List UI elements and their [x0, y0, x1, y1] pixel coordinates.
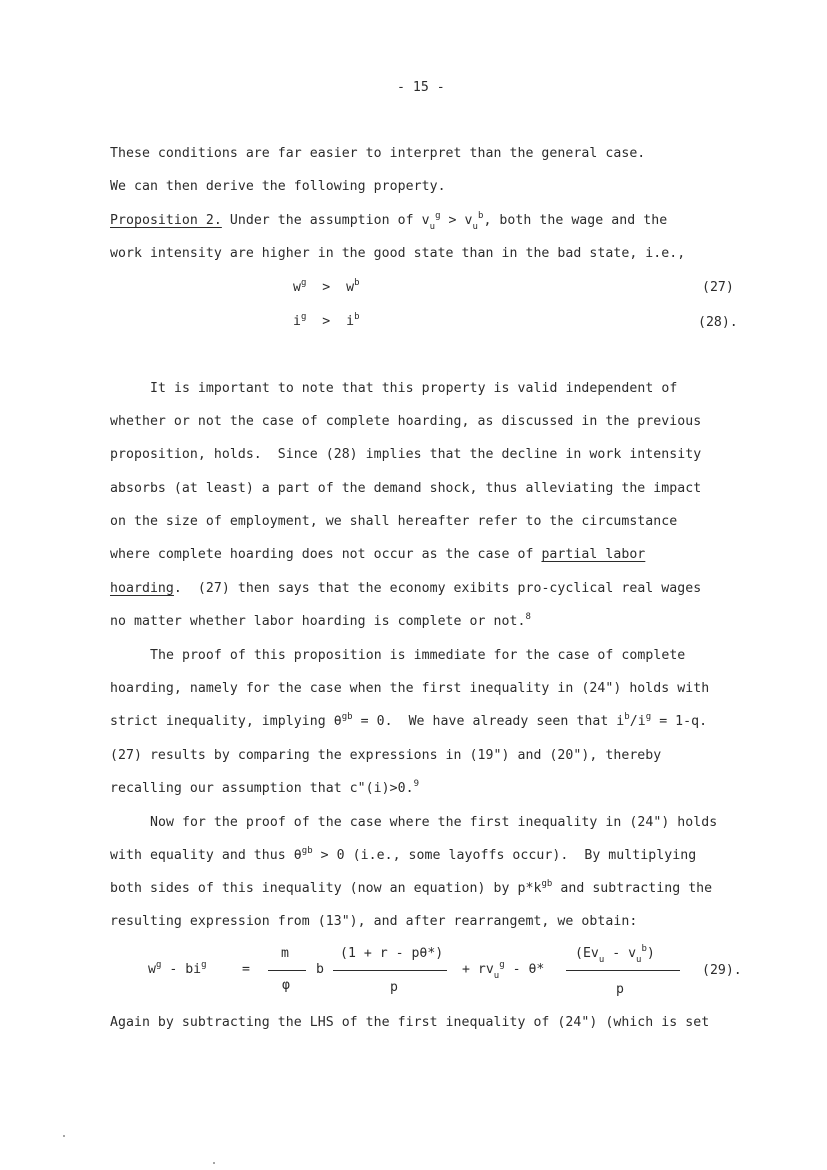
equation-27: $w^g > w^b$: [293, 278, 360, 295]
text-line: whether or not the case of complete hoarding, as discussed in the previous: [110, 414, 702, 429]
text-line: absorbs (at least) a part of the demand shock, thus alleviating the impact: [110, 481, 702, 496]
text-line: on the size of employment, we shall hereafter refer to the circumstance: [110, 514, 678, 529]
equation-28: $i^g > i^b$: [293, 312, 360, 329]
footnote-mark: 8: [525, 612, 531, 622]
text-line: recalling our assumption that c"(i)>0.$^9$: [110, 779, 420, 796]
scan-speck: [213, 1162, 215, 1164]
text-line: no matter whether labor hoarding is complete or not.$^8$: [110, 612, 531, 629]
text-line: resulting expression from (13"), and after rearrangemt, we obtain:: [110, 914, 638, 929]
scan-speck: [63, 1135, 65, 1137]
text-line: where complete hoarding does not occur as the case of partial labor: [110, 547, 646, 562]
text-line: Now for the proof of the case where the first inequality in (24") holds: [150, 815, 718, 830]
equation-number: (27): [702, 280, 734, 295]
page-number: - 15 -: [397, 80, 445, 95]
text-line: strict inequality, implying $\theta^{gb} = 0$. We have already seen that $i^b/i^g = 1-q$.: [110, 712, 708, 729]
text-line: work intensity are higher in the good state than in the bad state, i.e.,: [110, 246, 686, 261]
text-line: The proof of this proposition is immediate for the case of complete: [150, 648, 686, 663]
proposition-line: Proposition 2. Under the assumption of $v_u^g > v_u^b$, both the wage and the: [110, 211, 668, 232]
equation-number: (28).: [698, 315, 738, 330]
text-line: These conditions are far easier to interpret than the general case.: [110, 146, 646, 161]
term-hoarding: hoarding: [110, 581, 174, 596]
text-line: hoarding, namely for the case when the first inequality in (24") holds with: [110, 681, 710, 696]
text-line: (27) results by comparing the expressions in (19") and (20"), thereby: [110, 748, 662, 763]
text-line: proposition, holds. Since (28) implies that the decline in work intensity: [110, 447, 702, 462]
text-line: We can then derive the following property.: [110, 179, 446, 194]
text-line: hoarding. (27) then says that the economy exibits pro-cyclical real wages: [110, 581, 702, 596]
footnote-mark: 9: [413, 779, 420, 789]
term-partial-labor: partial labor: [541, 547, 646, 562]
proposition-label: Proposition 2.: [110, 213, 222, 228]
equation-number: (29).: [702, 963, 742, 978]
document-page: - 15 - These conditions are far easier to interpret than the general case. We can then derive the following property. Proposition 2. Under the assumption of $v_u^g > v_u^b$, both the wage and the work intensity are higher in the good state than in the bad state, i.e., $w^g > w^b$ (27) $i^g > i^b$ (28). It is important to note that this property is valid independent of whether or not the case of complete hoarding, as discussed in the previous proposition, holds. Since (28) implies that the decline in work intensity absorbs (at least) a part of the demand shock, thus alleviating the impact on the size of employment, we shall hereafter refer to the circumstance where complete hoarding does not occur as the case of partial labor hoarding. (27) then says that the economy exibits pro-cyclical real wages no matter whether labor hoarding is complete or not.$^8$ The proof of this proposition is immediate for the case of complete hoarding, namely for the case when the first inequality in (24") holds with strict inequality, implying $\theta^{gb} = 0$. We have already seen that $i^b/i^g = 1-q$. (27) results by comparing the expressions in (19") and (20"), thereby recalling our assumption that c"(i)>0.$^9$ Now for the proof of the case where the first inequality in (24") holds with equality and thus $\theta^{gb} > 0$ (i.e., some layoffs occur). By multiplying both sides of this inequality (now an equation) by $p*k^{gb}$ and subtracting the resulting expression from (13"), and after rearrangemt, we obtain: $w^g - bi^g$ = m φ b (1 + r - pθ*) p + $rv_u^g - \theta*$ $(Ev_u - v_u^b)$ p (29). Again by subtracting the LHS of the first inequality of (24") (which is set: [0, 0, 827, 1170]
text-line: both sides of this inequality (now an equation) by $p*k^{gb}$ and subtracting the: [110, 879, 713, 896]
text-line: Again by subtracting the LHS of the first inequality of (24") (which is set: [110, 1015, 710, 1030]
text-line: It is important to note that this property is valid independent of: [150, 381, 678, 396]
text-line: with equality and thus $\theta^{gb} > 0$ (i.e., some layoffs occur). By multiplying: [110, 846, 697, 863]
